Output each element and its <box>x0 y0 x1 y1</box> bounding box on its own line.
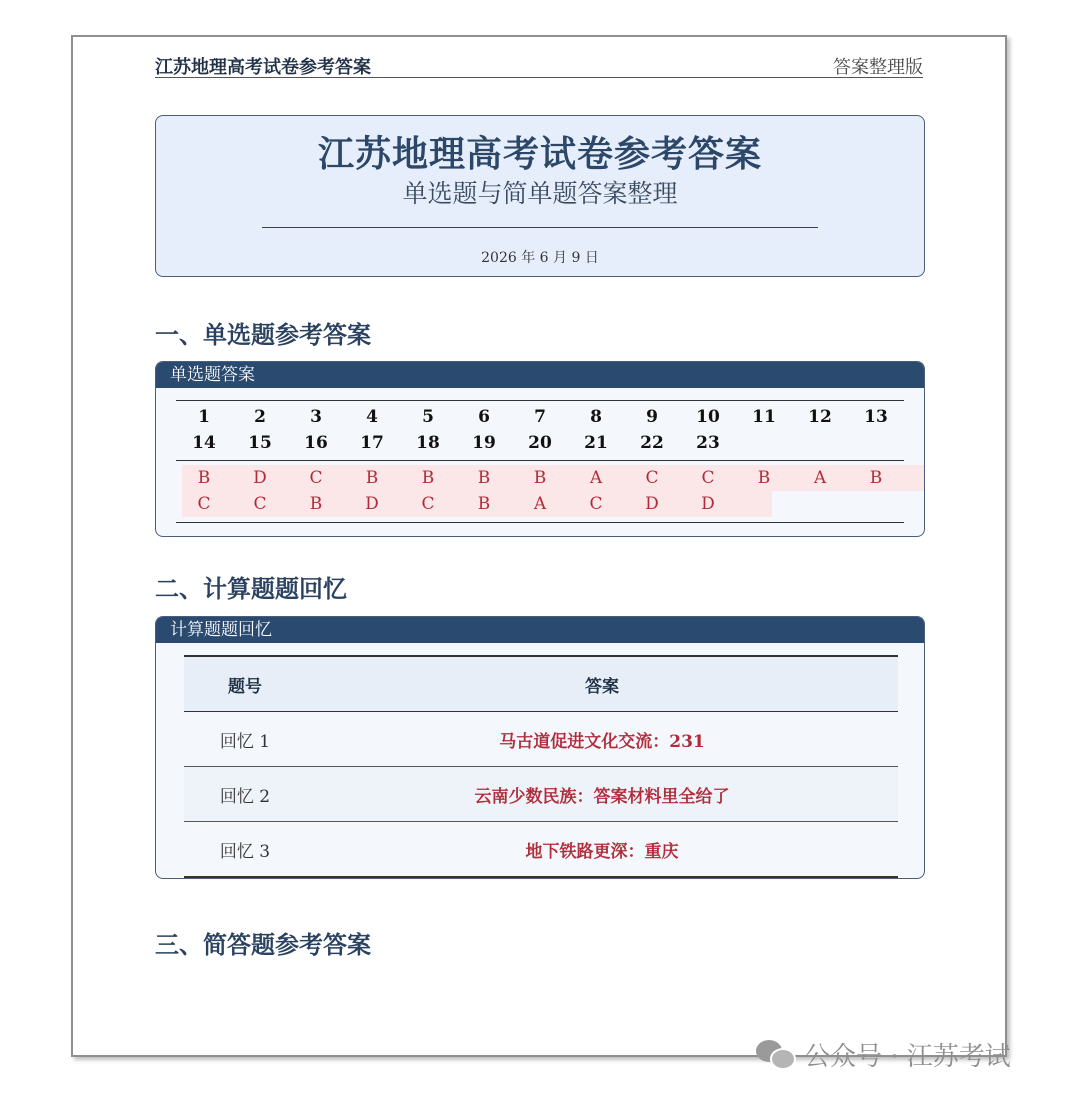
question-number: 2 <box>254 407 266 427</box>
recall-no: 回忆 1 <box>219 731 271 752</box>
table-row <box>184 822 898 878</box>
document-date: 2026 年 6 月 9 日 <box>481 250 599 266</box>
question-number: 9 <box>646 407 658 427</box>
section-title-mc: 一、单选题参考答案 <box>155 321 371 349</box>
answer-letter: B <box>309 494 323 514</box>
answer-letter: B <box>421 468 435 488</box>
table-row <box>184 767 898 822</box>
watermark-text: 公众号 · 江苏考试 <box>804 1041 1011 1072</box>
question-number: 12 <box>808 407 832 427</box>
mc-middle-rule <box>176 460 904 461</box>
watermark <box>756 1034 1011 1074</box>
col-header-no: 题号 <box>228 676 262 697</box>
question-number: 20 <box>528 433 552 453</box>
running-header <box>155 51 923 78</box>
question-number: 11 <box>752 407 776 427</box>
answer-letter: C <box>309 468 323 488</box>
answer-letter: B <box>869 468 883 488</box>
answer-letter: C <box>253 494 267 514</box>
mc-top-rule <box>176 400 904 401</box>
answer-letter: C <box>421 494 435 514</box>
question-number: 1 <box>198 407 210 427</box>
question-number: 6 <box>478 407 490 427</box>
answer-letter: C <box>701 468 715 488</box>
answer-letter: B <box>477 494 491 514</box>
question-number: 5 <box>422 407 434 427</box>
recall-answer: 地下铁路更深：重庆 <box>525 841 679 862</box>
question-number: 13 <box>864 407 888 427</box>
wechat-icon <box>756 1038 796 1070</box>
recall-card <box>155 616 925 879</box>
answer-letter: B <box>757 468 771 488</box>
recall-no: 回忆 3 <box>219 841 271 862</box>
recall-no: 回忆 2 <box>219 786 271 807</box>
answer-letter: C <box>645 468 659 488</box>
question-number: 17 <box>360 433 384 453</box>
mc-card-title: 单选题答案 <box>156 362 924 388</box>
recall-answer: 马古道促进文化交流：231 <box>499 731 705 752</box>
section-title-recall: 二、计算题题回忆 <box>155 575 347 603</box>
header-left-title: 江苏地理高考试卷参考答案 <box>155 57 371 78</box>
title-divider <box>262 227 818 228</box>
answer-letter: D <box>645 494 659 514</box>
document-title: 江苏地理高考试卷参考答案 <box>317 133 762 175</box>
answer-letter: A <box>589 468 603 488</box>
col-header-answer: 答案 <box>585 676 619 697</box>
recall-answer: 云南少数民族：答案材料里全给了 <box>474 786 730 807</box>
answer-letter: B <box>365 468 379 488</box>
question-number: 23 <box>696 433 720 453</box>
title-box <box>155 115 925 277</box>
question-number: 14 <box>192 433 216 453</box>
answer-letter: A <box>813 468 827 488</box>
answer-letter: B <box>477 468 491 488</box>
table-row <box>184 712 898 767</box>
document-page <box>71 35 1007 1057</box>
question-number: 3 <box>310 407 322 427</box>
header-right-label: 答案整理版 <box>833 57 923 78</box>
recall-table <box>184 655 898 878</box>
question-number: 19 <box>472 433 496 453</box>
mc-answer-card <box>155 361 925 537</box>
answer-letter: C <box>197 494 211 514</box>
answer-letter: D <box>253 468 267 488</box>
answer-letter: B <box>197 468 211 488</box>
question-number: 10 <box>696 407 720 427</box>
question-number: 16 <box>304 433 328 453</box>
question-number: 22 <box>640 433 664 453</box>
answer-letter: C <box>589 494 603 514</box>
answer-letter: B <box>533 468 547 488</box>
section-title-short-answer: 三、简答题参考答案 <box>155 931 371 959</box>
question-number: 15 <box>248 433 272 453</box>
question-number: 4 <box>366 407 378 427</box>
document-subtitle: 单选题与简单题答案整理 <box>402 179 678 208</box>
answer-letter: D <box>365 494 379 514</box>
mc-bottom-rule <box>176 522 904 523</box>
recall-table-header <box>184 656 898 712</box>
answer-letter: D <box>701 494 715 514</box>
question-number: 21 <box>584 433 608 453</box>
answer-letter: A <box>533 494 547 514</box>
question-number: 8 <box>590 407 602 427</box>
recall-card-title: 计算题题回忆 <box>156 617 924 643</box>
question-number: 7 <box>534 407 546 427</box>
question-number: 18 <box>416 433 440 453</box>
